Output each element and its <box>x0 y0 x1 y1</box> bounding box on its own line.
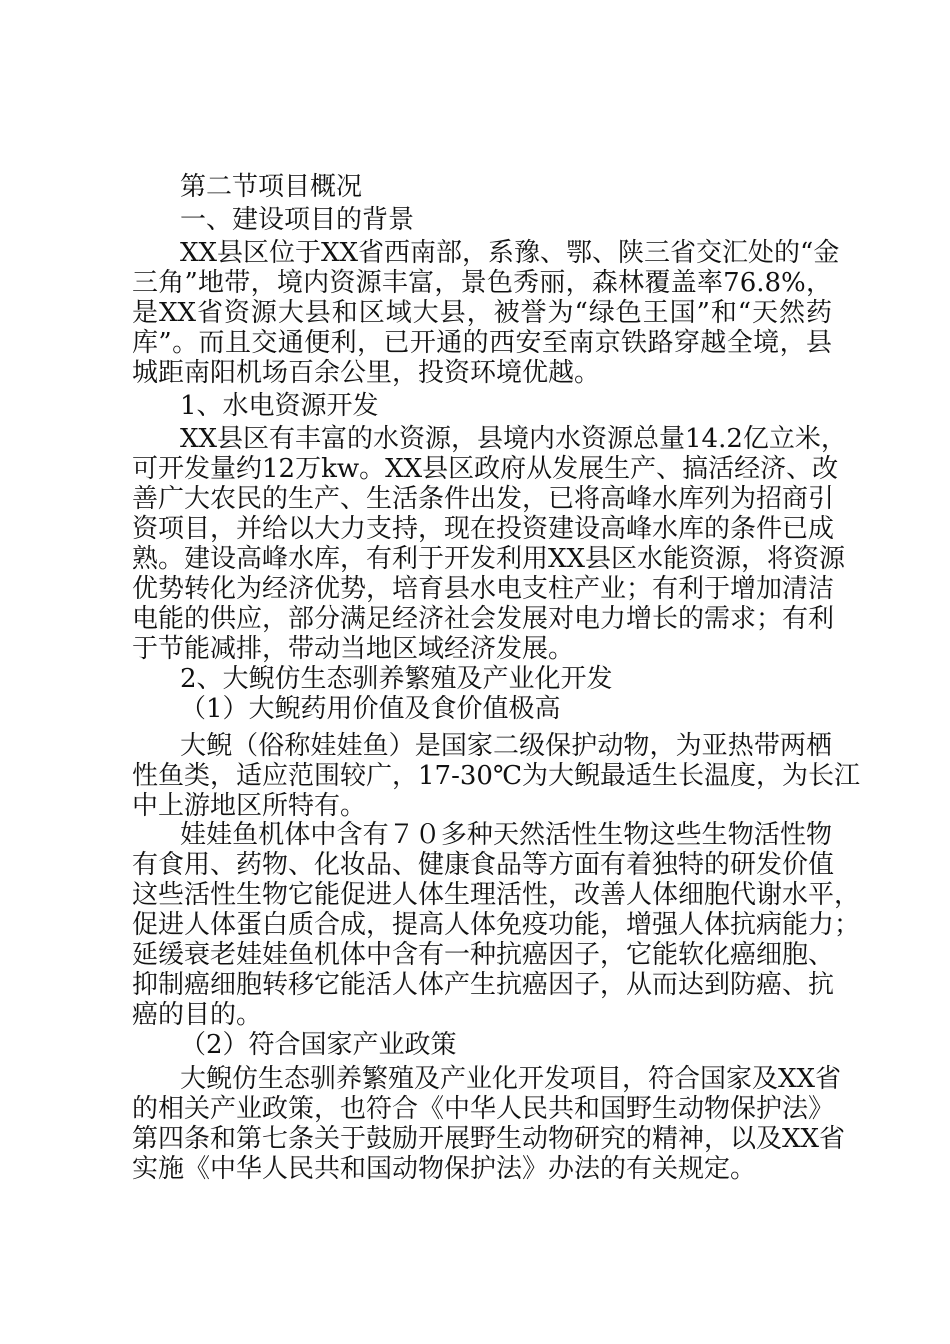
paragraph-line: 三角”地带，境内资源丰富，景色秀丽，森林覆盖率76.8%， <box>132 268 832 298</box>
heading-hydropower: 1、水电资源开发 <box>180 391 379 421</box>
paragraph-line: 娃娃鱼机体中含有７０多种天然活性生物这些生物活性物 <box>180 820 832 850</box>
paragraph-line: XX县区有丰富的水资源，县境内水资源总量14.2亿立米， <box>180 424 847 454</box>
paragraph-line: 这些活性生物它能促进人体生理活性，改善人体细胞代谢水平， <box>132 880 861 910</box>
paragraph-line: 善广大农民的生产、生活条件出发，已将高峰水库列为招商引 <box>132 484 835 514</box>
heading-policy: （2）符合国家产业政策 <box>180 1030 457 1060</box>
paragraph-line: 大鲵仿生态驯养繁殖及产业化开发项目，符合国家及XX省 <box>180 1064 842 1094</box>
paragraph-line: 优势转化为经济优势，培育县水电支柱产业；有利于增加清洁 <box>132 574 835 604</box>
paragraph-line: 大鲵（俗称娃娃鱼）是国家二级保护动物，为亚热带两栖 <box>180 731 832 761</box>
section-title: 第二节项目概况 <box>180 172 363 202</box>
paragraph-line: 的相关产业政策，也符合《中华人民共和国野生动物保护法》 <box>132 1094 835 1124</box>
paragraph-line: 第四条和第七条关于鼓励开展野生动物研究的精神，以及XX省 <box>132 1124 846 1154</box>
paragraph-line: 是XX省资源大县和区域大县，被誉为“绿色王国”和“天然药 <box>132 298 832 328</box>
paragraph-line: 性鱼类，适应范围较广，17-30℃为大鲵最适生长温度，为长江 <box>132 761 861 791</box>
paragraph-line: 库”。而且交通便利，已开通的西安至南京铁路穿越全境，县 <box>132 328 832 358</box>
heading-background: 一、建设项目的背景 <box>180 205 415 235</box>
paragraph-line: 抑制癌细胞转移它能活人体产生抗癌因子，从而达到防癌、抗 <box>132 970 835 1000</box>
paragraph-line: 延缓衰老娃娃鱼机体中含有一种抗癌因子，它能软化癌细胞、 <box>132 940 835 970</box>
paragraph-line: XX县区位于XX省西南部，系豫、鄂、陕三省交汇处的“金 <box>180 238 840 268</box>
paragraph-line: 熟。建设高峰水库，有利于开发利用XX县区水能资源，将资源 <box>132 544 846 574</box>
paragraph-line: 促进人体蛋白质合成，提高人体免疫功能，增强人体抗病能力； <box>132 910 861 940</box>
paragraph-line: 电能的供应，部分满足经济社会发展对电力增长的需求；有利 <box>132 604 835 634</box>
heading-value: （1）大鲵药用价值及食价值极高 <box>180 694 561 724</box>
paragraph-line: 实施《中华人民共和国动物保护法》办法的有关规定。 <box>132 1154 757 1184</box>
paragraph-line: 中上游地区所特有。 <box>132 791 367 821</box>
paragraph-line: 城距南阳机场百余公里，投资环境优越。 <box>132 358 601 388</box>
heading-giant-salamander: 2、大鲵仿生态驯养繁殖及产业化开发 <box>180 664 613 694</box>
paragraph-line: 有食用、药物、化妆品、健康食品等方面有着独特的研发价值 <box>132 850 835 880</box>
paragraph-line: 资项目，并给以大力支持，现在投资建设高峰水库的条件已成 <box>132 514 835 544</box>
paragraph-line: 癌的目的。 <box>132 1000 263 1030</box>
paragraph-line: 可开发量约12万kw。XX县区政府从发展生产、搞活经济、改 <box>132 454 839 484</box>
paragraph-line: 于节能减排，带动当地区域经济发展。 <box>132 634 575 664</box>
